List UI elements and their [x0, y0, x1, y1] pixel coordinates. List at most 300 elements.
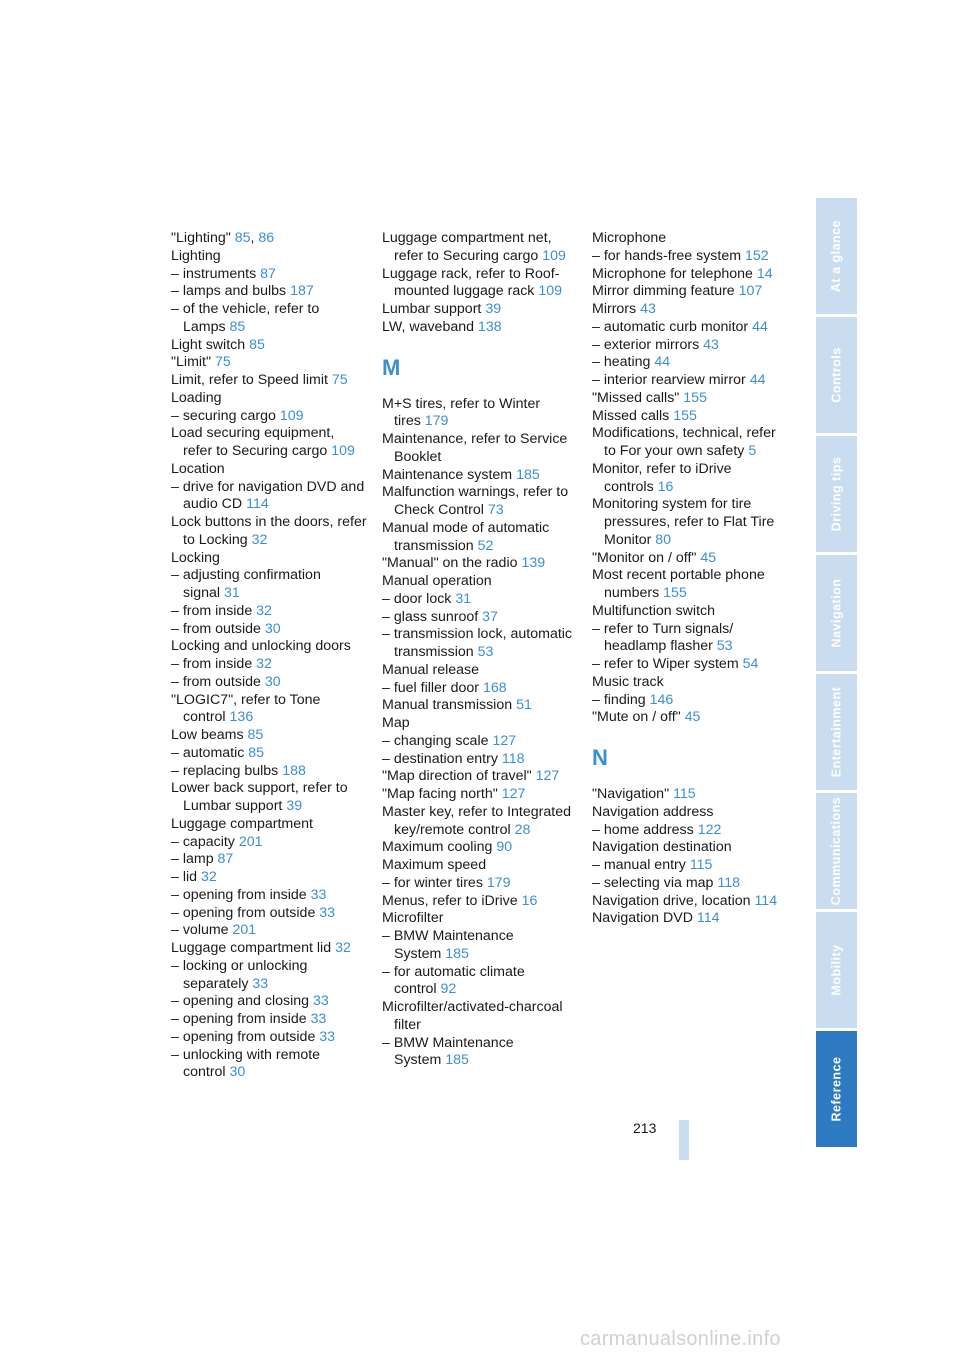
index-entry	[171, 461, 367, 479]
page-link[interactable]: 85	[229, 318, 246, 335]
index-entry	[382, 662, 578, 680]
index-entry	[382, 431, 578, 467]
index-entry	[382, 893, 578, 911]
index-term: Load securing equipment, refer to Securing cargo	[171, 425, 335, 459]
page-link[interactable]: 87	[260, 265, 276, 282]
page-link[interactable]: 85	[249, 336, 265, 353]
index-entry	[171, 1011, 367, 1029]
page-link[interactable]: 32	[251, 531, 268, 548]
index-entry	[171, 958, 367, 994]
index-entry	[382, 467, 578, 485]
tab-label: Controls	[829, 347, 844, 403]
page-link[interactable]: 118	[501, 750, 525, 767]
index-term: – destination entry	[382, 750, 498, 767]
index-entry	[592, 893, 788, 911]
page-link[interactable]: 127	[501, 786, 526, 802]
index-entry	[171, 603, 367, 621]
index-entry	[171, 905, 367, 923]
index-entry	[382, 999, 578, 1035]
page-number: 213	[633, 1120, 657, 1136]
index-entry	[171, 763, 367, 781]
index-entry	[592, 839, 788, 857]
tab-label: Reference	[829, 1056, 844, 1122]
index-term: Navigation address	[592, 803, 714, 820]
index-entry	[592, 266, 788, 284]
index-term: Loading	[171, 389, 222, 406]
index-entry	[382, 857, 578, 875]
index-term: – securing cargo	[171, 407, 276, 424]
page-link[interactable]: 139	[521, 555, 546, 572]
index-term: Mirrors	[592, 301, 637, 317]
index-term: – automatic curb monitor	[592, 318, 749, 335]
page-link[interactable]: 188	[282, 762, 306, 779]
index-entry	[171, 266, 367, 284]
tab-communications[interactable]	[816, 793, 857, 909]
index-term: Maximum cooling	[382, 839, 493, 856]
index-entry	[592, 248, 788, 266]
page-link[interactable]: 185	[445, 1052, 469, 1069]
page-link[interactable]: 43	[640, 301, 656, 317]
index-term: Lock buttons in the doors, refer to Locking	[171, 514, 367, 548]
index-entry	[382, 520, 578, 556]
index-term: Multifunction switch	[592, 602, 716, 619]
index-entry	[592, 603, 788, 621]
index-term: "LOGIC7", refer to Tone control	[171, 691, 321, 726]
index-entry	[382, 804, 578, 840]
index-entry	[382, 680, 578, 698]
page-link[interactable]: 85	[234, 230, 251, 246]
index-term: – opening from outside	[171, 1028, 316, 1045]
page-link[interactable]: 44	[749, 372, 766, 388]
page-link[interactable]: 53	[716, 638, 733, 655]
index-term: Lighting	[171, 247, 221, 264]
page-link[interactable]: 75	[214, 354, 231, 371]
page-link[interactable]: 16	[521, 892, 538, 909]
index-entry: "Lighting" 85, 86	[171, 230, 275, 246]
index-term: Luggage compartment lid	[171, 940, 332, 956]
tab-label: At a glance	[829, 219, 844, 293]
page-link[interactable]: 30	[264, 620, 281, 637]
index-term: – locking or unlocking separately	[171, 957, 308, 992]
index-term: – door lock	[382, 590, 452, 607]
index-term: – opening from inside	[171, 1011, 307, 1027]
index-entry	[171, 390, 367, 408]
page-link[interactable]: 14	[756, 265, 773, 282]
index-term: – opening from outside	[171, 904, 316, 921]
page-link[interactable]: 33	[310, 1011, 327, 1027]
index-term: – automatic	[171, 744, 245, 761]
tab-label: Mobility	[829, 944, 844, 996]
index-term: – selecting via map	[592, 874, 714, 891]
page-link[interactable]: 92	[440, 981, 457, 998]
page-link[interactable]: 168	[482, 679, 507, 696]
index-entry	[592, 822, 788, 840]
page-link[interactable]: 114	[246, 496, 269, 513]
index-entry	[171, 940, 367, 958]
page-link[interactable]: 44	[752, 318, 768, 335]
index-entry	[382, 964, 578, 1000]
index-entry	[171, 337, 367, 355]
index-term: Microphone	[592, 230, 667, 246]
index-entry	[592, 910, 788, 928]
index-term: Mirror dimming feature	[592, 283, 735, 300]
index-term: – manual entry	[592, 857, 686, 873]
index-entry	[382, 751, 578, 769]
index-term: Navigation destination	[592, 839, 732, 856]
index-term: Microfilter	[382, 910, 444, 927]
index-entry	[171, 780, 367, 816]
index-entry	[382, 715, 578, 733]
page-link[interactable]: 30	[229, 1064, 246, 1081]
index-entry	[592, 786, 788, 804]
index-entry	[171, 372, 367, 390]
page-link[interactable]: 80	[655, 531, 672, 548]
index-entry	[382, 839, 578, 857]
tab-driving-tips[interactable]	[816, 436, 857, 552]
index-entry	[171, 248, 367, 266]
index-term: Luggage compartment net, refer to Securing cargo	[382, 230, 552, 264]
page-link[interactable]: 155	[683, 389, 707, 406]
page-link[interactable]: 54	[742, 656, 759, 672]
index-entry	[171, 869, 367, 887]
index-term: Music track	[592, 673, 664, 690]
page-link[interactable]: 127	[535, 768, 560, 785]
index-term: – from inside	[171, 602, 253, 619]
page-link[interactable]: 45	[700, 549, 717, 566]
index-term: Missed calls	[592, 407, 670, 424]
index-term: Microfilter/activated-charcoal filter	[382, 999, 563, 1033]
index-term: – for hands-free system	[592, 247, 742, 264]
page-link[interactable]: 52	[477, 537, 494, 554]
index-term: Maximum speed	[382, 857, 487, 873]
index-term: – instruments	[171, 265, 257, 282]
page-link[interactable]: 33	[319, 904, 336, 921]
index-term: Luggage compartment	[171, 815, 313, 832]
page-link[interactable]: 155	[673, 407, 697, 424]
index-entry	[382, 733, 578, 751]
index-entry	[171, 1029, 367, 1047]
index-entry	[382, 786, 578, 804]
index-term: Menus, refer to iDrive	[382, 892, 518, 909]
page-link[interactable]: 155	[663, 585, 687, 601]
index-term: Maintenance, refer to Service Booklet	[382, 431, 568, 465]
page-link[interactable]: 32	[256, 656, 272, 672]
page-link[interactable]: 146	[649, 691, 674, 708]
tab-label: Entertainment	[829, 686, 844, 778]
index-entry	[592, 283, 788, 301]
index-entry	[592, 875, 788, 893]
page-link[interactable]: 122	[697, 821, 722, 838]
page-link[interactable]: 73	[487, 502, 504, 518]
page-link[interactable]: 187	[290, 283, 314, 300]
page-link[interactable]: 109	[538, 283, 563, 300]
index-entry	[592, 692, 788, 710]
page-marker-bar	[679, 1120, 689, 1160]
index-term: Master key, refer to Integrated key/remote control	[382, 803, 571, 838]
index-term: – lid	[171, 869, 198, 885]
index-term: – heating	[592, 354, 651, 371]
index-term: – changing scale	[382, 732, 489, 749]
page-link[interactable]: 85	[248, 744, 265, 761]
index-term: "Map direction of travel"	[382, 768, 532, 785]
index-entry	[382, 609, 578, 627]
index-term: Location	[171, 460, 225, 477]
index-term: "Monitor on / off"	[592, 549, 697, 566]
index-term: Manual release	[382, 661, 480, 678]
page-link[interactable]: 127	[492, 732, 517, 749]
page-link[interactable]: 201	[238, 833, 263, 850]
page-link[interactable]: 37	[482, 608, 498, 625]
index-term: – replacing bulbs	[171, 762, 279, 779]
index-column-3	[592, 230, 788, 928]
index-entry	[171, 550, 367, 568]
page-link[interactable]: 31	[455, 590, 472, 607]
page-link[interactable]: 75	[331, 372, 348, 388]
index-entry	[592, 709, 788, 727]
index-term: Locking and unlocking doors	[171, 638, 351, 655]
tab-reference[interactable]	[816, 1031, 857, 1147]
index-term: Navigation drive, location	[592, 892, 751, 909]
page-link[interactable]: 136	[229, 709, 254, 726]
index-entry	[382, 484, 578, 520]
index-term: Lumbar support	[382, 301, 482, 317]
page-link[interactable]: 109	[279, 407, 304, 424]
page-link[interactable]: 118	[717, 874, 741, 891]
section-letter: N	[592, 745, 608, 770]
index-entry	[171, 425, 367, 461]
index-term: "Lighting"	[171, 230, 231, 246]
index-entry	[171, 567, 367, 603]
index-term: Manual operation	[382, 573, 492, 589]
index-term: Manual transmission	[382, 697, 513, 714]
index-term: – drive for navigation DVD and audio CD	[171, 478, 365, 513]
index-term: – capacity	[171, 833, 235, 850]
index-term: Map	[382, 715, 410, 731]
index-term: Luggage rack, refer to Roof-mounted luggage rack	[382, 265, 560, 300]
index-entry	[382, 768, 578, 786]
index-entry	[382, 626, 578, 662]
section-tabs	[816, 198, 857, 1150]
page-link[interactable]: 39	[485, 301, 502, 317]
index-entry	[171, 638, 367, 656]
index-term: M+S tires, refer to Winter tires	[382, 395, 541, 430]
index-term: Light switch	[171, 336, 246, 353]
page-link[interactable]: 43	[703, 336, 719, 353]
index-term: Low beams	[171, 727, 244, 743]
index-entry	[171, 283, 367, 301]
index-term: – from outside	[171, 620, 261, 637]
index-term: – from inside	[171, 656, 253, 672]
tab-at-a-glance[interactable]	[816, 198, 857, 314]
watermark: carmanualsonline.info	[580, 1328, 781, 1350]
page-link[interactable]: 53	[477, 644, 494, 660]
index-entry	[592, 337, 788, 355]
index-term: LW, waveband	[382, 318, 475, 335]
index-entry	[382, 319, 578, 337]
tab-label: Communications	[829, 796, 844, 906]
index-column-2	[382, 230, 578, 1070]
index-entry	[382, 591, 578, 609]
tab-mobility[interactable]	[816, 912, 857, 1028]
index-entry	[171, 514, 367, 550]
index-term: Navigation DVD	[592, 910, 693, 927]
page-link[interactable]: 179	[486, 874, 511, 891]
index-entry	[171, 922, 367, 940]
tab-entertainment[interactable]	[816, 674, 857, 790]
index-term: "Map facing north"	[382, 786, 498, 802]
index-term: – adjusting confirmation signal	[171, 567, 321, 601]
index-term: "Manual" on the radio	[382, 555, 518, 572]
index-term: – for winter tires	[382, 874, 483, 891]
index-entry	[592, 301, 788, 319]
index-entry	[171, 887, 367, 905]
index-entry	[171, 354, 367, 372]
page-link[interactable]: 33	[310, 886, 327, 903]
index-entry	[171, 301, 367, 337]
page-link[interactable]: 5	[748, 443, 757, 459]
tab-controls[interactable]	[816, 317, 857, 433]
index-term: – for automatic climate control	[382, 963, 525, 998]
page-link[interactable]: 28	[514, 821, 531, 838]
index-term: – opening and closing	[171, 993, 310, 1010]
index-entry	[592, 390, 788, 408]
index-term: Locking	[171, 549, 220, 566]
index-entry	[592, 496, 788, 549]
page-link[interactable]: 86	[258, 230, 275, 246]
index-entry	[171, 816, 367, 834]
index-entry	[382, 1035, 578, 1071]
section-letter: M	[382, 354, 401, 380]
page-link[interactable]: 31	[224, 585, 240, 601]
index-term: – of the vehicle, refer to Lamps	[171, 301, 320, 335]
index-entry	[592, 319, 788, 337]
index-entry	[592, 230, 788, 248]
index-term: – BMW Maintenance System	[382, 928, 514, 962]
index-entry	[382, 928, 578, 964]
index-entry	[382, 396, 578, 432]
index-entry	[382, 555, 578, 573]
page-link[interactable]: 109	[542, 247, 566, 264]
page-link[interactable]: 44	[654, 354, 671, 371]
index-entry	[592, 354, 788, 372]
index-entry	[592, 656, 788, 674]
index-entry	[171, 1047, 367, 1083]
page-link[interactable]: 32	[256, 602, 272, 619]
index-term: Limit, refer to Speed limit	[171, 372, 328, 388]
page-link[interactable]: 109	[331, 443, 355, 459]
index-term: – BMW Maintenance System	[382, 1034, 514, 1069]
index-term: Maintenance system	[382, 466, 513, 483]
page-link[interactable]: 201	[232, 922, 257, 939]
page-link[interactable]: 30	[264, 673, 281, 690]
index-column-1	[171, 230, 367, 1082]
index-term: Lower back support, refer to Lumbar support	[171, 780, 348, 814]
index-entry	[382, 697, 578, 715]
index-term: – exterior mirrors	[592, 336, 700, 353]
page-link[interactable]: 152	[744, 247, 769, 264]
page-link[interactable]: 179	[424, 413, 449, 430]
index-entry	[382, 301, 578, 319]
index-term: Most recent portable phone numbers	[592, 567, 765, 601]
page-link[interactable]: 32	[200, 869, 217, 885]
page-link[interactable]: 138	[477, 318, 502, 335]
index-term: – lamps and bulbs	[171, 283, 287, 300]
index-term: – opening from inside	[171, 886, 307, 903]
page-link[interactable]: 185	[516, 466, 540, 483]
index-term: – volume	[171, 922, 229, 939]
page-link[interactable]: 114	[754, 892, 778, 909]
index-term: Microphone for telephone	[592, 265, 753, 282]
index-term: Malfunction warnings, refer to Check Control	[382, 484, 569, 518]
page-link[interactable]: 90	[496, 839, 513, 856]
page-link[interactable]: 32	[335, 940, 351, 956]
index-entry	[171, 834, 367, 852]
tab-label: Navigation	[829, 578, 844, 648]
page-link[interactable]: 114	[696, 910, 720, 927]
index-entry	[382, 230, 578, 266]
index-term: – home address	[592, 821, 694, 838]
index-entry	[382, 573, 578, 591]
index-entry	[592, 550, 788, 568]
page-link[interactable]: 85	[247, 727, 264, 743]
page-link[interactable]: 87	[217, 851, 234, 868]
index-entry	[171, 993, 367, 1011]
index-term: – refer to Wiper system	[592, 656, 739, 672]
index-term: – refer to Turn signals/ headlamp flasher	[592, 620, 734, 655]
index-entry	[171, 479, 367, 515]
index-entry	[171, 408, 367, 426]
index-term: "Limit"	[171, 354, 212, 371]
index-entry	[382, 910, 578, 928]
page-link[interactable]: 185	[445, 945, 469, 962]
index-term: Manual mode of automatic transmission	[382, 519, 550, 554]
page-link[interactable]: 33	[313, 993, 329, 1010]
index-entry	[171, 727, 367, 745]
index-term: – fuel filler door	[382, 679, 479, 696]
index-term: "Mute on / off"	[592, 709, 681, 726]
index-entry	[171, 674, 367, 692]
index-term: – lamp	[171, 851, 214, 868]
index-term: – unlocking with remote control	[171, 1046, 321, 1081]
index-entry	[592, 372, 788, 390]
index-entry	[592, 857, 788, 875]
page-link[interactable]: 51	[516, 697, 532, 714]
index-term: Modifications, technical, refer to For your own safety	[592, 425, 776, 459]
index-entry	[171, 692, 367, 728]
index-entry	[171, 656, 367, 674]
page-link[interactable]: 16	[657, 478, 674, 495]
index-entry	[592, 567, 788, 603]
tab-navigation[interactable]	[816, 555, 857, 671]
index-entry	[592, 804, 788, 822]
page-link[interactable]: 45	[684, 709, 701, 726]
index-entry	[171, 851, 367, 869]
page-link[interactable]: 115	[673, 786, 696, 802]
index-entry	[592, 461, 788, 497]
index-term: Monitoring system for tire pressures, refer to Flat Tire Monitor	[592, 496, 775, 548]
page-link[interactable]: 33	[252, 975, 269, 992]
page-link[interactable]: 107	[738, 283, 763, 300]
index-entry	[171, 621, 367, 639]
index-entry	[592, 425, 788, 461]
index-entry	[592, 674, 788, 692]
page-link[interactable]: 39	[286, 798, 303, 814]
page-link[interactable]: 33	[319, 1028, 336, 1045]
page-link[interactable]: 115	[689, 857, 713, 873]
index-entry	[382, 875, 578, 893]
index-entry	[592, 408, 788, 426]
index-term: – interior rearview mirror	[592, 372, 746, 388]
